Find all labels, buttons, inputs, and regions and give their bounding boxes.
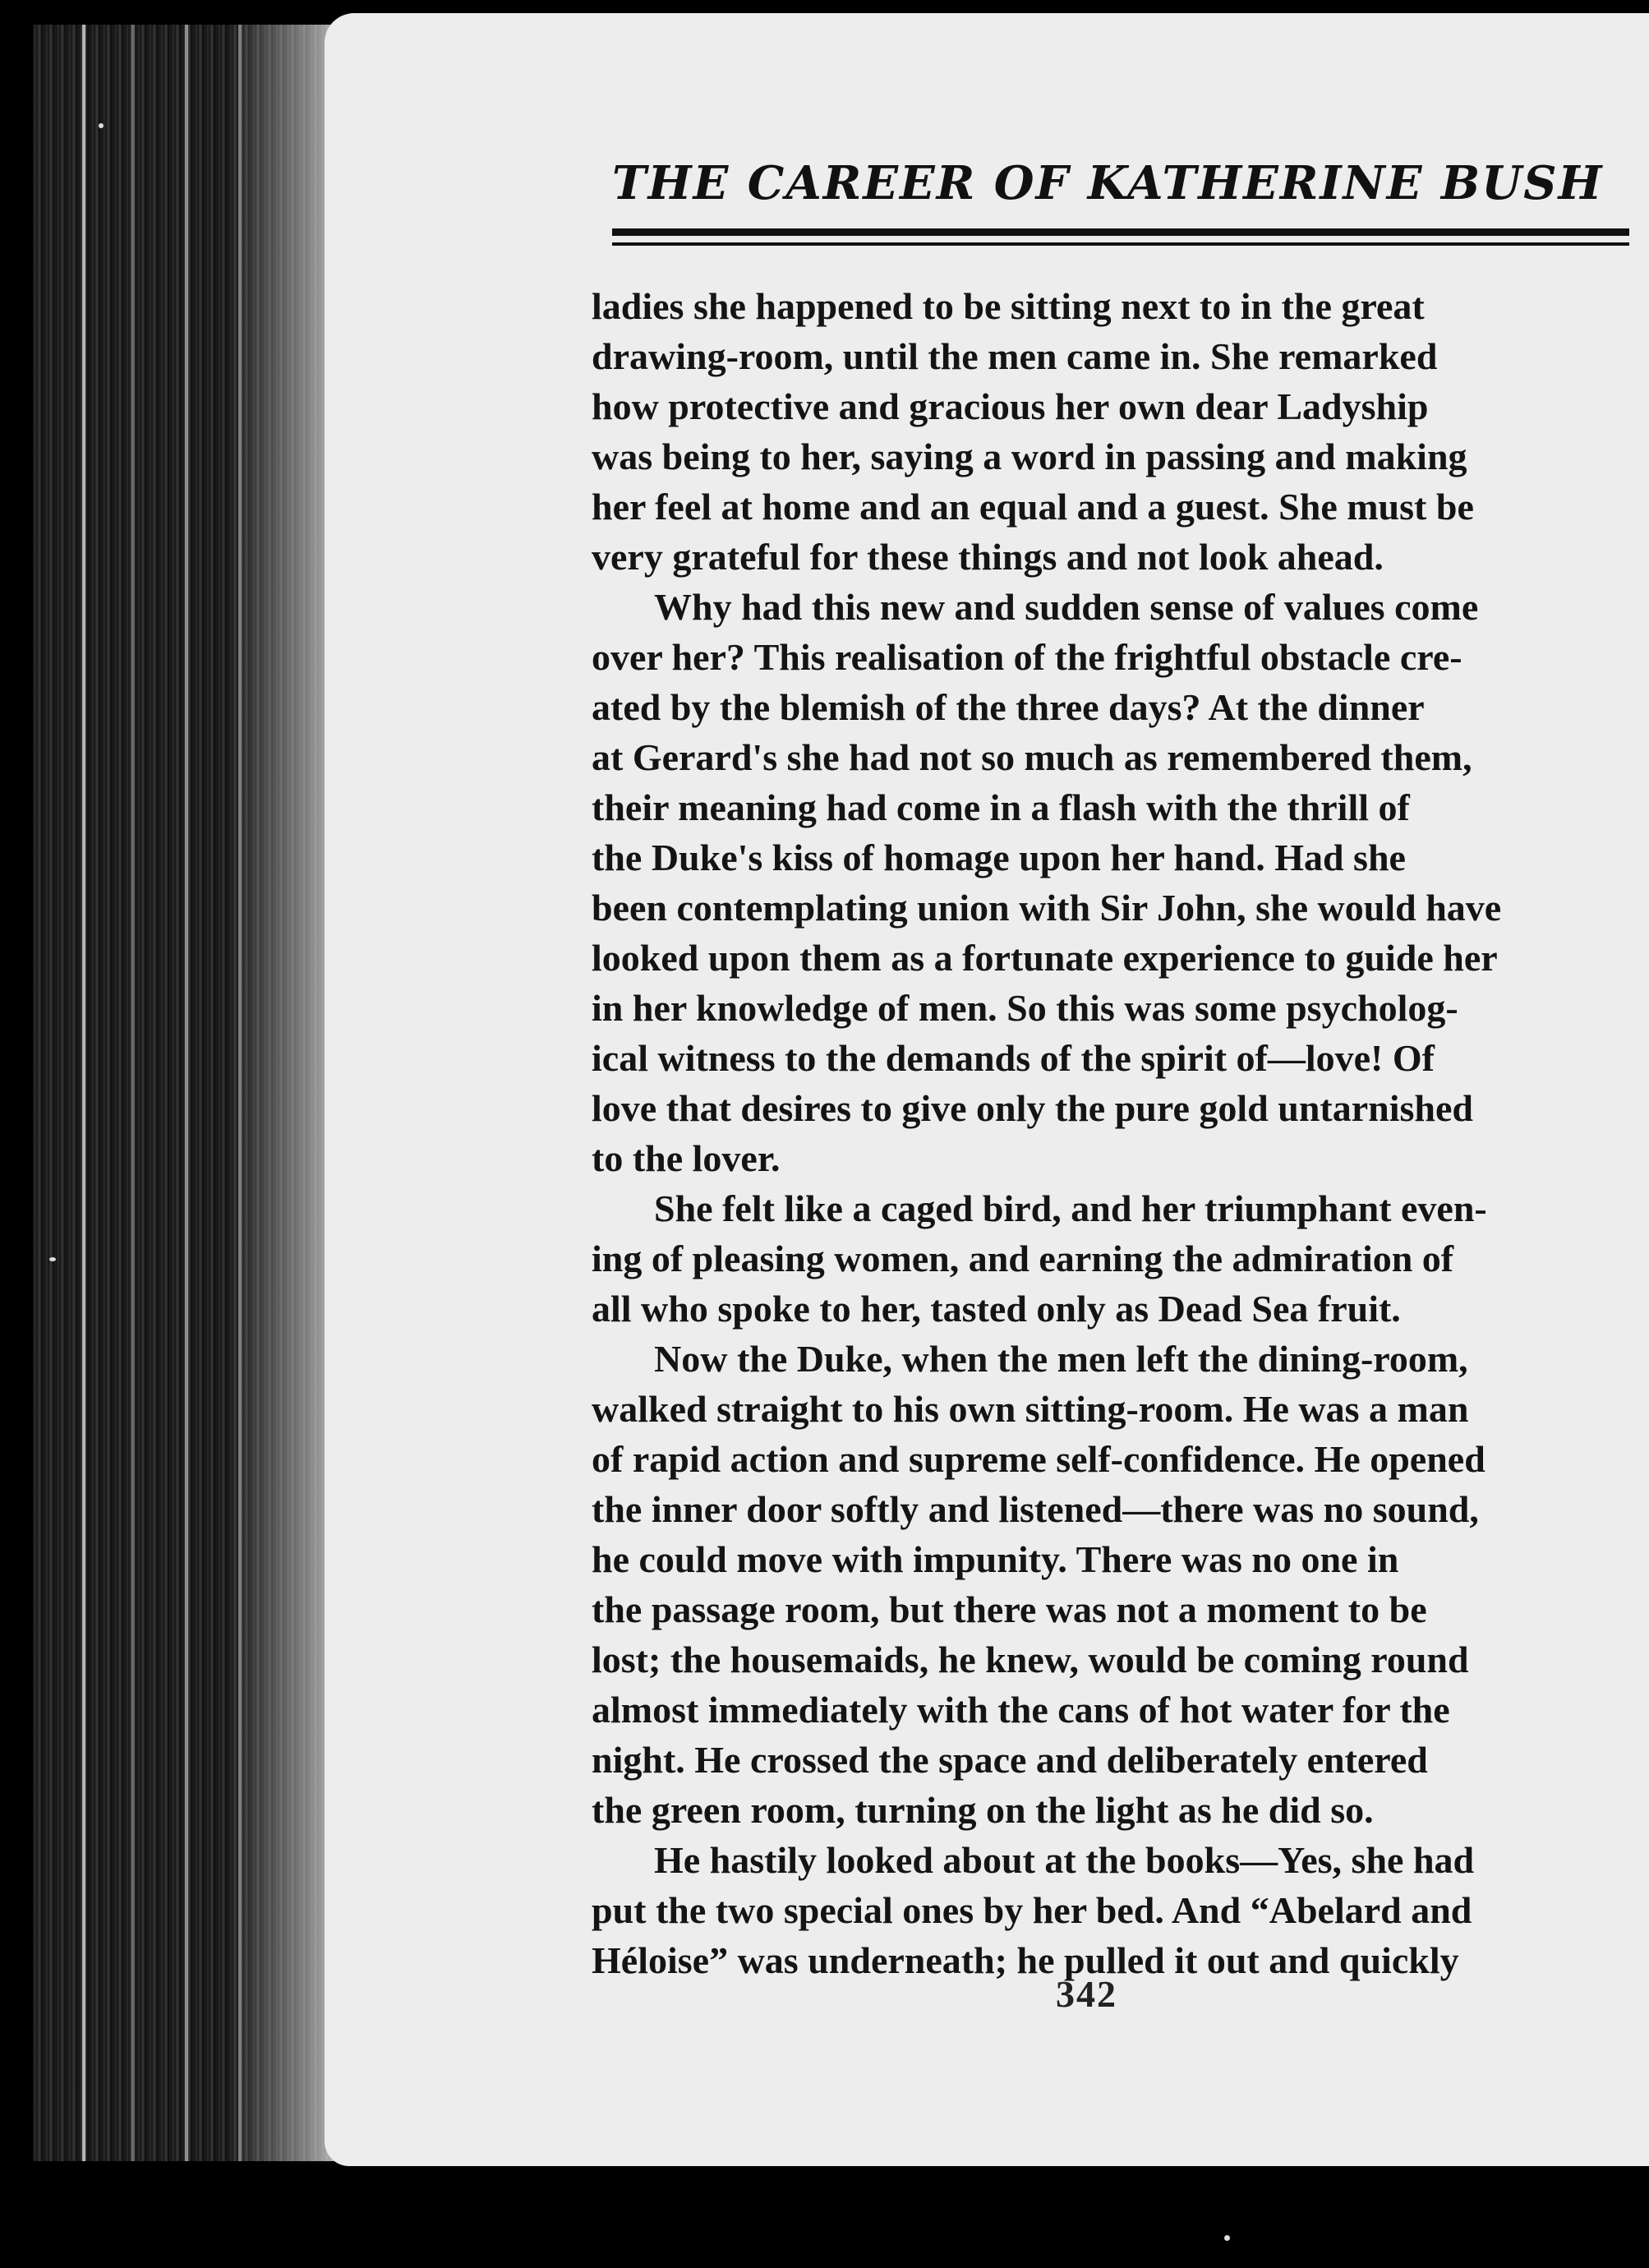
text-line: at Gerard's she had not so much as remembered them, <box>592 736 1472 778</box>
text-line: Héloise” was underneath; he pulled it out and quickly <box>592 1939 1459 1981</box>
page-edge-line <box>131 25 135 2161</box>
text-line: in her knowledge of men. So this was some psycholog- <box>592 987 1458 1029</box>
text-line: to the lover. <box>592 1137 781 1179</box>
text-line: was being to her, saying a word in passing and making <box>592 436 1467 477</box>
text-line: the inner door softly and listened—there was no sound, <box>592 1488 1479 1530</box>
text-line: love that desires to give only the pure gold untarnished <box>592 1087 1473 1129</box>
text-line: the Duke's kiss of homage upon her hand. Had she <box>592 837 1406 878</box>
dust-speck <box>99 123 104 128</box>
text-line: looked upon them as a fortunate experience to guide her <box>592 937 1498 979</box>
text-line: ing of pleasing women, and earning the admiration of <box>592 1238 1454 1279</box>
dust-speck <box>1224 2235 1230 2241</box>
body-text <box>592 281 1635 1985</box>
book-page-edges <box>33 25 362 2161</box>
page-number: 342 <box>1056 1973 1117 2015</box>
text-line: over her? This realisation of the frightful obstacle cre- <box>592 636 1462 678</box>
text-line: her feel at home and an equal and a guest. She must be <box>592 486 1474 528</box>
text-line: the passage room, but there was not a moment to be <box>592 1588 1427 1630</box>
text-line: very grateful for these things and not look ahead. <box>592 536 1384 578</box>
header-rule-thick <box>612 228 1629 236</box>
text-line: Why had this new and sudden sense of values come <box>654 586 1479 628</box>
running-head: THE CAREER OF KATHERINE BUSH <box>612 156 1604 210</box>
text-line: of rapid action and supreme self-confidence. He opened <box>592 1438 1485 1480</box>
text-line: how protective and gracious her own dear Ladyship <box>592 385 1429 427</box>
text-line: ladies she happened to be sitting next to in the great <box>592 285 1425 327</box>
text-line: ical witness to the demands of the spirit of—love! Of <box>592 1037 1435 1079</box>
text-line: walked straight to his own sitting-room. He was a man <box>592 1388 1469 1430</box>
text-line: all who spoke to her, tasted only as Dead Sea fruit. <box>592 1288 1401 1330</box>
text-line: been contemplating union with Sir John, she would have <box>592 887 1502 929</box>
text-line: Now the Duke, when the men left the dining-room, <box>654 1338 1468 1380</box>
text-line: She felt like a caged bird, and her triumphant even- <box>654 1187 1487 1229</box>
header-rule-thin <box>612 242 1629 246</box>
text-line: almost immediately with the cans of hot water for the <box>592 1689 1450 1731</box>
text-line: the green room, turning on the light as he did so. <box>592 1789 1374 1831</box>
page-edge-line <box>185 25 188 2161</box>
page-edge-line <box>82 25 85 2161</box>
text-line: their meaning had come in a flash with the thrill of <box>592 786 1410 828</box>
text-line: ated by the blemish of the three days? At the dinner <box>592 686 1425 728</box>
text-line: He hastily looked about at the books—Yes, she had <box>654 1839 1475 1881</box>
text-line: night. He crossed the space and deliberately entered <box>592 1739 1428 1781</box>
dust-speck <box>49 1257 56 1261</box>
text-line: he could move with impunity. There was no one in <box>592 1538 1399 1580</box>
text-line: drawing-room, until the men came in. She remarked <box>592 335 1438 377</box>
text-line: lost; the housemaids, he knew, would be coming round <box>592 1639 1469 1680</box>
text-line: put the two special ones by her bed. And “Abelard and <box>592 1889 1472 1931</box>
